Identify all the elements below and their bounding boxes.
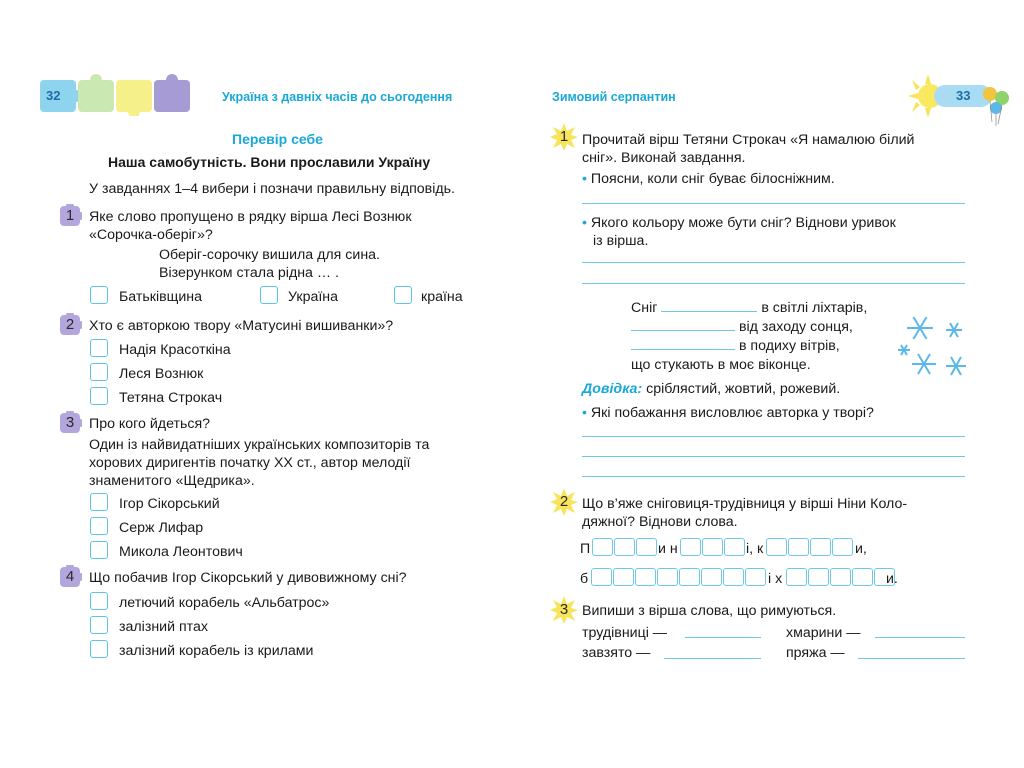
poem-line: [631, 337, 840, 355]
answer-line[interactable]: [582, 283, 965, 284]
bullet-item: [582, 214, 896, 232]
task-number: 4: [65, 568, 75, 585]
option-label: Микола Леонтович: [119, 544, 243, 560]
header-title: Зимовий серпантин: [552, 90, 676, 104]
answer-line[interactable]: [582, 476, 965, 477]
hint-label: Довідка:: [582, 381, 643, 397]
task-number: 2: [559, 493, 569, 510]
answer-checkbox[interactable]: [90, 493, 108, 511]
task-number-badge: [58, 313, 82, 337]
poem-line: що стукають в моє віконце.: [631, 357, 811, 373]
header-title: Україна з давніх часів до сьогодення: [222, 90, 453, 104]
answer-line[interactable]: [582, 262, 965, 263]
bullet-icon: •: [582, 215, 587, 231]
option-label: країна: [421, 289, 463, 305]
option-label: Батьківщина: [119, 289, 202, 305]
answer-line[interactable]: [858, 658, 965, 659]
letter-text: и.: [886, 571, 898, 587]
task-number: 3: [65, 414, 75, 431]
description-line: хорових диригентів початку ХХ ст., автор мелодії: [89, 455, 411, 471]
answer-line[interactable]: [582, 456, 965, 457]
letter-text: и н: [658, 541, 678, 557]
header-decoration: [908, 72, 1014, 128]
task-number-badge: [58, 411, 82, 435]
snowflakes-decoration: [896, 308, 968, 384]
poem-blank[interactable]: [661, 299, 757, 312]
task-number-badge: [550, 123, 578, 151]
bullet-text: із вірша.: [593, 233, 649, 249]
task-number-badge: [550, 488, 578, 516]
task-text: сніг». Виконай завдання.: [582, 150, 746, 166]
bullet-item: [582, 170, 835, 188]
option-label: Надія Красоткіна: [119, 342, 231, 358]
letter-text: П: [580, 541, 591, 557]
puzzle-pieces-icon: [38, 74, 198, 116]
answer-checkbox[interactable]: [90, 541, 108, 559]
answer-checkbox[interactable]: [260, 286, 278, 304]
letter-text: і х: [768, 571, 783, 587]
answer-checkbox[interactable]: [90, 339, 108, 357]
answer-checkbox[interactable]: [90, 616, 108, 634]
option-label: залізний птах: [119, 619, 208, 635]
poem-line: Візерунком стала рідна … .: [159, 265, 339, 281]
question-line: Що побачив Ігор Сікорський у дивовижному сні?: [89, 570, 407, 586]
task-number: 2: [65, 316, 75, 333]
question-line: Хто є авторкою твору «Матусині вишиванки»?: [89, 318, 394, 334]
page-number: 33: [956, 88, 971, 103]
poem-blank[interactable]: [631, 318, 735, 331]
answer-checkbox[interactable]: [90, 286, 108, 304]
letter-boxes[interactable]: [766, 538, 854, 558]
answer-checkbox[interactable]: [90, 363, 108, 381]
bullet-icon: •: [582, 171, 587, 187]
bullet-text: Які побажання висловлює авторка у творі?: [590, 405, 874, 421]
instruction: У завданнях 1–4 вибери і позначи правильну відповідь.: [89, 181, 455, 197]
bullet-text: Поясни, коли сніг буває білосніжним.: [590, 171, 835, 187]
section-title: Перевір себе: [232, 131, 323, 147]
task-number: 1: [65, 207, 75, 224]
answer-line[interactable]: [582, 436, 965, 437]
answer-line[interactable]: [685, 637, 761, 638]
answer-checkbox[interactable]: [90, 592, 108, 610]
hint-text: сріблястий, жовтий, рожевий.: [646, 381, 841, 397]
option-label: Серж Лифар: [119, 520, 204, 536]
option-label: Україна: [288, 289, 339, 305]
task-number: 3: [559, 601, 569, 618]
bullet-item: [582, 404, 874, 422]
task-number-badge: [58, 204, 82, 228]
poem-line: [631, 299, 867, 317]
page-number: 32: [46, 88, 61, 103]
answer-line[interactable]: [664, 658, 761, 659]
option-label: залізний корабель із крилами: [119, 643, 314, 659]
poem-line: [631, 318, 853, 336]
poem-word: Сніг: [631, 300, 658, 316]
option-label: Тетяна Строкач: [119, 390, 223, 406]
question-line: Яке слово пропущено в рядку вірша Лесі Вознюк: [89, 209, 412, 225]
letter-text: б: [580, 571, 589, 587]
snowflake-icon: [896, 308, 968, 384]
answer-line[interactable]: [875, 637, 965, 638]
puzzle-strip: [38, 74, 198, 116]
task-number: 1: [559, 128, 569, 145]
poem-text: в подиху вітрів,: [738, 338, 840, 354]
task-text: Прочитай вірш Тетяни Строкач «Я намалюю білий: [582, 132, 915, 148]
rhyme-word: хмарини —: [786, 625, 861, 641]
task-text: Випиши з вірша слова, що римуються.: [582, 603, 837, 619]
task-text: Що в’яже сніговиця-трудівниця у вірші Ніни Коло-: [582, 496, 908, 512]
option-label: Ігор Сікорський: [119, 496, 220, 512]
description-line: Один із найвидатніших українських композиторів та: [89, 437, 430, 453]
option-label: Леся Вознюк: [119, 366, 204, 382]
poem-text: від заходу сонця,: [738, 319, 853, 335]
poem-line: Оберіг-сорочку вишила для сина.: [159, 247, 380, 263]
letter-text: і, к: [746, 541, 764, 557]
answer-checkbox[interactable]: [90, 640, 108, 658]
description-line: знаменитого «Щедрика».: [89, 473, 255, 489]
letter-boxes[interactable]: [786, 568, 896, 588]
poem-blank[interactable]: [631, 337, 735, 350]
answer-checkbox[interactable]: [90, 387, 108, 405]
letter-boxes[interactable]: [591, 568, 767, 588]
bullet-icon: •: [582, 405, 587, 421]
rhyme-word: трудівниці —: [582, 625, 667, 641]
option-label: летючий корабель «Альбатрос»: [119, 595, 330, 611]
answer-checkbox[interactable]: [394, 286, 412, 304]
task-number-badge: [58, 565, 82, 589]
question-line: «Сорочка-оберіг»?: [89, 227, 213, 243]
letter-boxes[interactable]: [680, 538, 746, 558]
rhyme-word: завзято —: [582, 645, 651, 661]
subtitle: Наша самобутність. Вони прославили Україну: [108, 154, 431, 170]
task-number-badge: [550, 596, 578, 624]
hint: [582, 380, 840, 398]
answer-line[interactable]: [582, 203, 965, 204]
letter-boxes[interactable]: [592, 538, 658, 558]
task-text: дяжної? Віднови слова.: [582, 514, 738, 530]
poem-text: в світлі ліхтарів,: [761, 300, 868, 316]
letter-text: и,: [855, 541, 867, 557]
question-line: Про кого йдеться?: [89, 416, 211, 432]
rhyme-word: пряжа —: [786, 645, 845, 661]
bullet-text: Якого кольору може бути сніг? Віднови уривок: [590, 215, 896, 231]
answer-checkbox[interactable]: [90, 517, 108, 535]
